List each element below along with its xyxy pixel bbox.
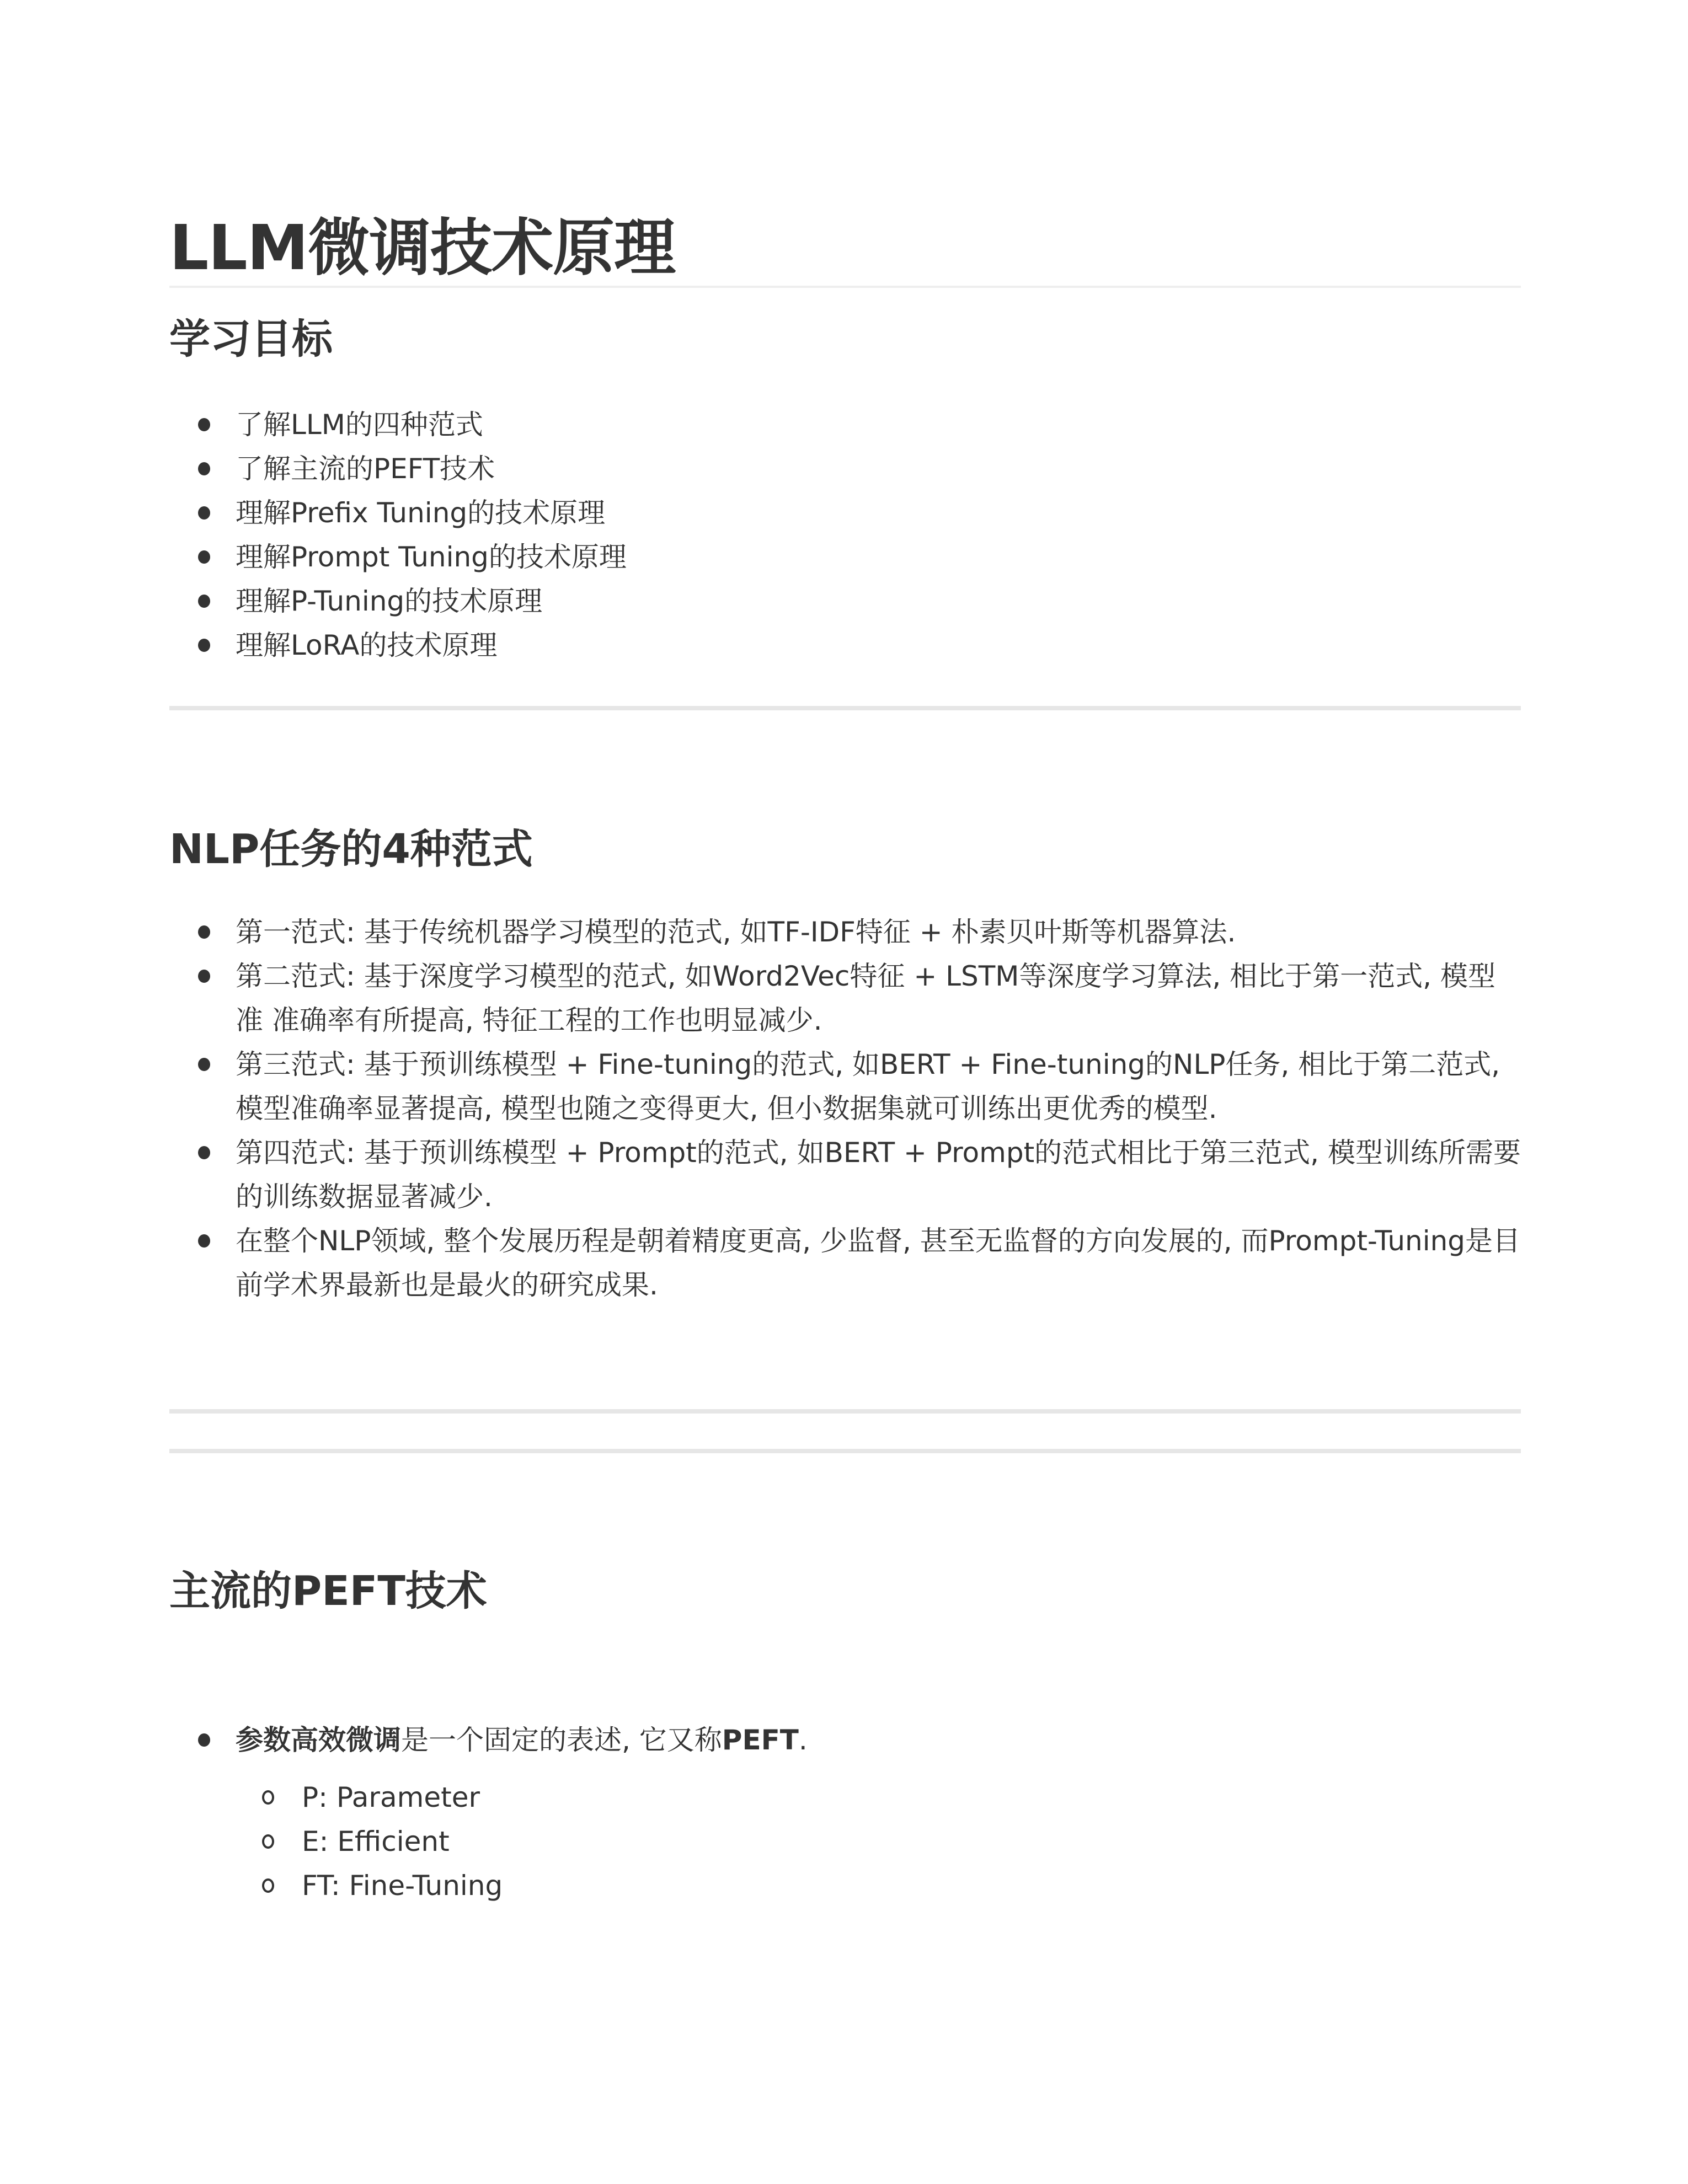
punctuation: . bbox=[798, 1724, 808, 1756]
bold-term: PEFT bbox=[722, 1724, 799, 1756]
list-item bbox=[169, 579, 1521, 623]
section-heading-nlp-paradigms: NLP任务的4种范式 bbox=[169, 826, 533, 873]
list-item bbox=[169, 447, 1521, 491]
list-item bbox=[169, 1131, 1521, 1219]
bullet-icon bbox=[198, 1146, 210, 1159]
list-item-text: 理解P-Tuning的技术原理 bbox=[236, 585, 543, 617]
title-underline bbox=[169, 286, 1521, 288]
bullet-icon bbox=[198, 550, 210, 564]
list-item-text: 第一范式: 基于传统机器学习模型的范式, 如TF-IDF特征 + 朴素贝叶斯等机器算法. bbox=[236, 916, 1236, 948]
sub-list-item bbox=[236, 1775, 1521, 1819]
list-item-text: 在整个NLP领域, 整个发展历程是朝着精度更高, 少监督, 甚至无监督的方向发展的, 而Prompt-Tuning是目前学术界最新也是最火的研究成果. bbox=[236, 1225, 1521, 1301]
list-item-text: 第四范式: 基于预训练模型 + Prompt的范式, 如BERT + Prompt的范式相比于第三范式, 模型训练所需要的训练数据显著减少. bbox=[236, 1137, 1521, 1213]
circle-bullet-icon bbox=[262, 1790, 274, 1805]
bullet-icon bbox=[198, 1733, 210, 1747]
horizontal-rule bbox=[169, 1409, 1521, 1414]
sub-list-item-text: P: Parameter bbox=[302, 1781, 480, 1813]
bullet-icon bbox=[198, 1234, 210, 1248]
section-heading-peft: 主流的PEFT技术 bbox=[169, 1567, 487, 1615]
list-item bbox=[169, 491, 1521, 535]
bullet-icon bbox=[198, 925, 210, 939]
list-item-text: 理解Prompt Tuning的技术原理 bbox=[236, 541, 627, 573]
bullet-icon bbox=[198, 595, 210, 608]
sub-list-item bbox=[236, 1819, 1521, 1864]
list-item bbox=[169, 1718, 1521, 1908]
list-item-text: 第三范式: 基于预训练模型 + Fine-tuning的范式, 如BERT + Fine-tuning的NLP任务, 相比于第二范式, 模型准确率显著提高, 模型也随之变得更大, 但小数据集就可训练出更优秀的模型. bbox=[236, 1048, 1500, 1125]
list-item bbox=[169, 1042, 1521, 1131]
list-item bbox=[169, 1219, 1521, 1307]
list-item-text: 理解LoRA的技术原理 bbox=[236, 629, 498, 661]
list-item-text: 了解主流的PEFT技术 bbox=[236, 453, 495, 485]
sub-list-item-text: E: Efficient bbox=[302, 1826, 450, 1858]
horizontal-rule bbox=[169, 706, 1521, 710]
page-title: LLM微调技术原理 bbox=[169, 212, 676, 284]
learning-goals-list bbox=[169, 403, 1521, 667]
list-item-text: 理解Prefix Tuning的技术原理 bbox=[236, 497, 606, 529]
nlp-paradigms-list bbox=[169, 910, 1521, 1307]
bullet-icon bbox=[198, 1058, 210, 1071]
sub-list-item bbox=[236, 1864, 1521, 1908]
bullet-icon bbox=[198, 462, 210, 475]
list-item bbox=[169, 403, 1521, 447]
circle-bullet-icon bbox=[262, 1878, 274, 1893]
list-item-text: 第二范式: 基于深度学习模型的范式, 如Word2Vec特征 + LSTM等深度学习算法, 相比于第一范式, 模型准 准确率有所提高, 特征工程的工作也明显减少. bbox=[236, 960, 1495, 1036]
circle-bullet-icon bbox=[262, 1834, 274, 1849]
bullet-icon bbox=[198, 970, 210, 983]
bullet-icon bbox=[198, 639, 210, 652]
horizontal-rule bbox=[169, 1449, 1521, 1453]
list-item bbox=[169, 623, 1521, 667]
list-item-text: 了解LLM的四种范式 bbox=[236, 409, 483, 441]
bullet-icon bbox=[198, 506, 210, 520]
bold-term: 参数高效微调 bbox=[236, 1724, 401, 1756]
sub-list-item-text: FT: Fine-Tuning bbox=[302, 1870, 503, 1902]
list-item-text: 是一个固定的表述, 它又称 bbox=[401, 1724, 722, 1756]
list-item bbox=[169, 910, 1521, 954]
section-heading-learning-goals: 学习目标 bbox=[169, 315, 333, 363]
list-item bbox=[169, 535, 1521, 579]
bullet-icon bbox=[198, 418, 210, 431]
peft-acronym-list bbox=[236, 1775, 1521, 1908]
list-item bbox=[169, 954, 1521, 1042]
peft-list bbox=[169, 1718, 1521, 1908]
